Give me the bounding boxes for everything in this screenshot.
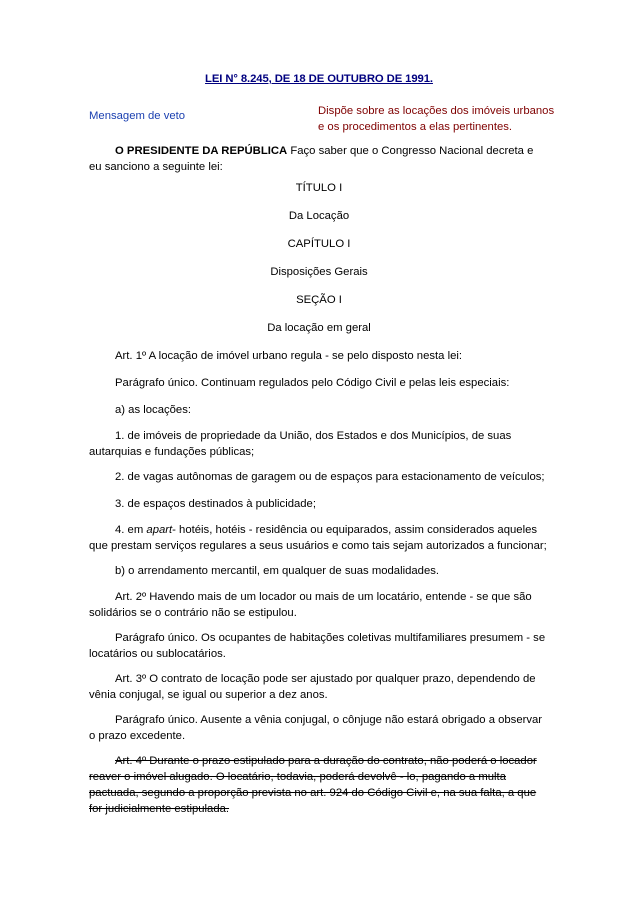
- article-2: Art. 2º Havendo mais de um locador ou mais de um locatário, entende - se que são solidários se o contrário não se estipulou.: [89, 591, 532, 619]
- law-title-text[interactable]: LEI N° 8.245, DE 18 DE OUTUBRO DE 1991.: [205, 73, 433, 85]
- article-3-paragraph: Parágrafo único. Ausente a vênia conjugal, o cônjuge não estará obrigado a observar o prazo excedente.: [89, 714, 543, 742]
- article-1-item-b: b) o arrendamento mercantil, em qualquer de suas modalidades.: [115, 565, 440, 577]
- item-a4-text: - hotéis, hotéis - residência ou equiparados, assim considerados aqueles que prestam serviços regulares a seus usuários e como tais sejam autorizados a funcionar;: [89, 524, 547, 552]
- article-2-paragraph: Parágrafo único. Os ocupantes de habitações coletivas multifamiliares presumem - se locatários ou sublocatários.: [89, 632, 546, 660]
- article-1-item-a4: [89, 522, 547, 554]
- article-4-revoked: Art. 4º Durante o prazo estipulado para a duração do contrato, não poderá o locador reaver o imóvel alugado. O locatário, todavia, poderá devolvê - lo, pagando a multa pactuada, segundo a proporção prevista no art. 924 do Código Civil e, na sua falta, a que for judicialmente estipulada.: [89, 755, 537, 815]
- article-1-item-a: a) as locações:: [115, 404, 191, 416]
- item-a4-apart: apart: [146, 524, 173, 536]
- article-3: Art. 3º O contrato de locação pode ser ajustado por qualquer prazo, dependendo de vênia conjugal, se igual ou superior a dez anos.: [89, 673, 536, 701]
- article-1: Art. 1º A locação de imóvel urbano regula - se pelo disposto nesta lei:: [115, 350, 463, 362]
- preamble-president: O PRESIDENTE DA REPÚBLICA: [115, 145, 288, 157]
- titulo-name: Da Locação: [288, 210, 350, 222]
- capitulo-heading: CAPÍTULO I: [287, 238, 351, 250]
- article-1-paragraph: Parágrafo único. Continuam regulados pelo Código Civil e pelas leis especiais:: [115, 377, 510, 389]
- article-1-item-a3: 3. de espaços destinados à publicidade;: [115, 498, 316, 510]
- secao-heading: SEÇÃO I: [296, 294, 342, 306]
- article-1-item-a1: 1. de imóveis de propriedade da União, dos Estados e dos Municípios, de suas autarquias e fundações públicas;: [89, 430, 512, 458]
- capitulo-name: Disposições Gerais: [270, 266, 368, 278]
- preamble: [89, 143, 547, 175]
- veto-message-link[interactable]: Mensagem de veto: [89, 110, 186, 122]
- titulo-heading: TÍTULO I: [295, 182, 343, 194]
- article-1-item-a2: 2. de vagas autônomas de garagem ou de espaços para estacionamento de veículos;: [115, 471, 545, 483]
- law-title[interactable]: [0, 73, 638, 85]
- item-a4-prefix: 4. em: [115, 524, 147, 536]
- preamble-text: Faço saber que o Congresso Nacional decreta e eu sanciono a seguinte lei:: [89, 145, 534, 173]
- secao-name: Da locação em geral: [267, 322, 371, 334]
- law-ementa: Dispõe sobre as locações dos imóveis urbanos e os procedimentos a elas pertinentes.: [318, 105, 555, 133]
